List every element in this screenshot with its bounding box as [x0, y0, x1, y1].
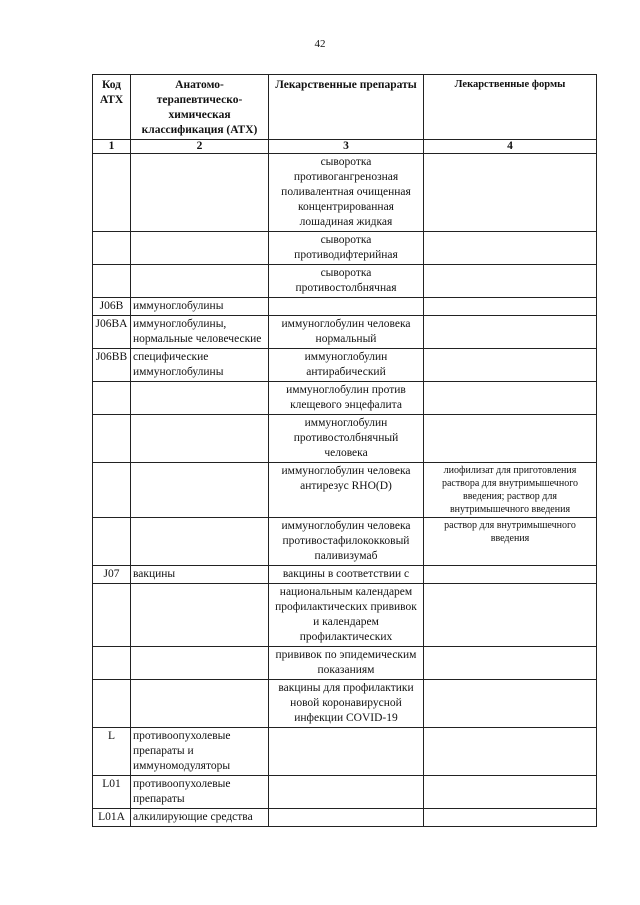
- drug-form: [424, 298, 597, 316]
- atx-code: [93, 647, 131, 680]
- drug-name: вакцины для профилактики новой коронавирусной инфекции COVID-19: [269, 680, 424, 728]
- drug-name: [269, 728, 424, 776]
- atx-name: [131, 463, 269, 518]
- atx-code: [93, 154, 131, 232]
- page-number: 42: [314, 38, 326, 50]
- drug-form: [424, 776, 597, 809]
- drug-form: [424, 349, 597, 382]
- drug-form: [424, 316, 597, 349]
- drug-name: [269, 809, 424, 827]
- atx-name: алкилирующие средства: [131, 809, 269, 827]
- drug-name: иммуноглобулин человека антирезус RHO(D): [269, 463, 424, 518]
- table-row: [93, 584, 597, 647]
- atx-code: [93, 463, 131, 518]
- atx-code: J06B: [93, 298, 131, 316]
- table-row: [93, 518, 597, 566]
- table-row: [93, 382, 597, 415]
- drug-name: иммуноглобулин против клещевого энцефалита: [269, 382, 424, 415]
- column-number: 3: [269, 140, 424, 154]
- column-number-row: [93, 140, 597, 154]
- atx-name: [131, 647, 269, 680]
- atx-name: иммуноглобулины, нормальные человеческие: [131, 316, 269, 349]
- drug-name: сыворотка противостолбнячная: [269, 265, 424, 298]
- table-row: [93, 566, 597, 584]
- drug-form: [424, 647, 597, 680]
- drug-name: сыворотка противодифтерийная: [269, 232, 424, 265]
- drug-name: сыворотка противогангренозная поливалентная очищенная концентрированная лошадиная жидкая: [269, 154, 424, 232]
- atx-name: [131, 382, 269, 415]
- atx-code: [93, 265, 131, 298]
- header-drugs: Лекарственные препараты: [269, 75, 424, 140]
- drug-name: национальным календарем профилактических прививок и календарем профилактических: [269, 584, 424, 647]
- drug-form: [424, 265, 597, 298]
- atx-code: J07: [93, 566, 131, 584]
- drug-name: вакцины в соответствии с: [269, 566, 424, 584]
- column-number: 1: [93, 140, 131, 154]
- table-row: [93, 298, 597, 316]
- atx-code: [93, 518, 131, 566]
- drug-form: [424, 728, 597, 776]
- drug-form: [424, 566, 597, 584]
- atx-name: [131, 518, 269, 566]
- table-row: [93, 728, 597, 776]
- atx-code: L01A: [93, 809, 131, 827]
- header-forms: Лекарственные формы: [424, 75, 597, 140]
- table-row: [93, 154, 597, 232]
- table-row: [93, 349, 597, 382]
- table-row: [93, 809, 597, 827]
- drug-form: [424, 809, 597, 827]
- drug-name: иммуноглобулин антирабический: [269, 349, 424, 382]
- atx-name: [131, 232, 269, 265]
- atx-name: иммуноглобулины: [131, 298, 269, 316]
- drug-name: иммуноглобулин человека нормальный: [269, 316, 424, 349]
- table-row: [93, 647, 597, 680]
- atx-code: [93, 680, 131, 728]
- drug-form: раствор для внутримышечного введения: [424, 518, 597, 566]
- atx-code: [93, 584, 131, 647]
- atx-name: [131, 154, 269, 232]
- drug-form: [424, 382, 597, 415]
- drug-form: [424, 415, 597, 463]
- drug-form: [424, 232, 597, 265]
- atx-name: специфические иммуноглобулины: [131, 349, 269, 382]
- drug-name: иммуноглобулин противостолбнячный человека: [269, 415, 424, 463]
- drug-name: [269, 298, 424, 316]
- atx-name: [131, 584, 269, 647]
- drug-form: [424, 680, 597, 728]
- drug-form: лиофилизат для приготовления раствора для внутримышечного введения; раствор для внутримышечного введения: [424, 463, 597, 518]
- drug-name: иммуноглобулин человека противостафилококковый паливизумаб: [269, 518, 424, 566]
- drug-name: прививок по эпидемическим показаниям: [269, 647, 424, 680]
- atx-code: J06BB: [93, 349, 131, 382]
- atx-name: противоопухолевые препараты: [131, 776, 269, 809]
- drug-form: [424, 154, 597, 232]
- atx-name: [131, 265, 269, 298]
- table-row: [93, 316, 597, 349]
- atx-name: [131, 680, 269, 728]
- header-code: Код АТХ: [93, 75, 131, 140]
- atx-code: L: [93, 728, 131, 776]
- table-row: [93, 415, 597, 463]
- column-number: 2: [131, 140, 269, 154]
- table-row: [93, 265, 597, 298]
- header-classification: Анатомо-терапевтическо-химическая классификация (АТХ): [131, 75, 269, 140]
- atx-code: [93, 382, 131, 415]
- table-row: [93, 680, 597, 728]
- atx-code: J06BA: [93, 316, 131, 349]
- atx-name: противоопухолевые препараты и иммуномодуляторы: [131, 728, 269, 776]
- atx-code: [93, 232, 131, 265]
- drug-form: [424, 584, 597, 647]
- table-row: [93, 463, 597, 518]
- table-row: [93, 232, 597, 265]
- atx-code: L01: [93, 776, 131, 809]
- atx-table: [92, 74, 597, 827]
- atx-code: [93, 415, 131, 463]
- atx-name: [131, 415, 269, 463]
- column-number: 4: [424, 140, 597, 154]
- header-row: [93, 75, 597, 140]
- table-row: [93, 776, 597, 809]
- drug-name: [269, 776, 424, 809]
- atx-name: вакцины: [131, 566, 269, 584]
